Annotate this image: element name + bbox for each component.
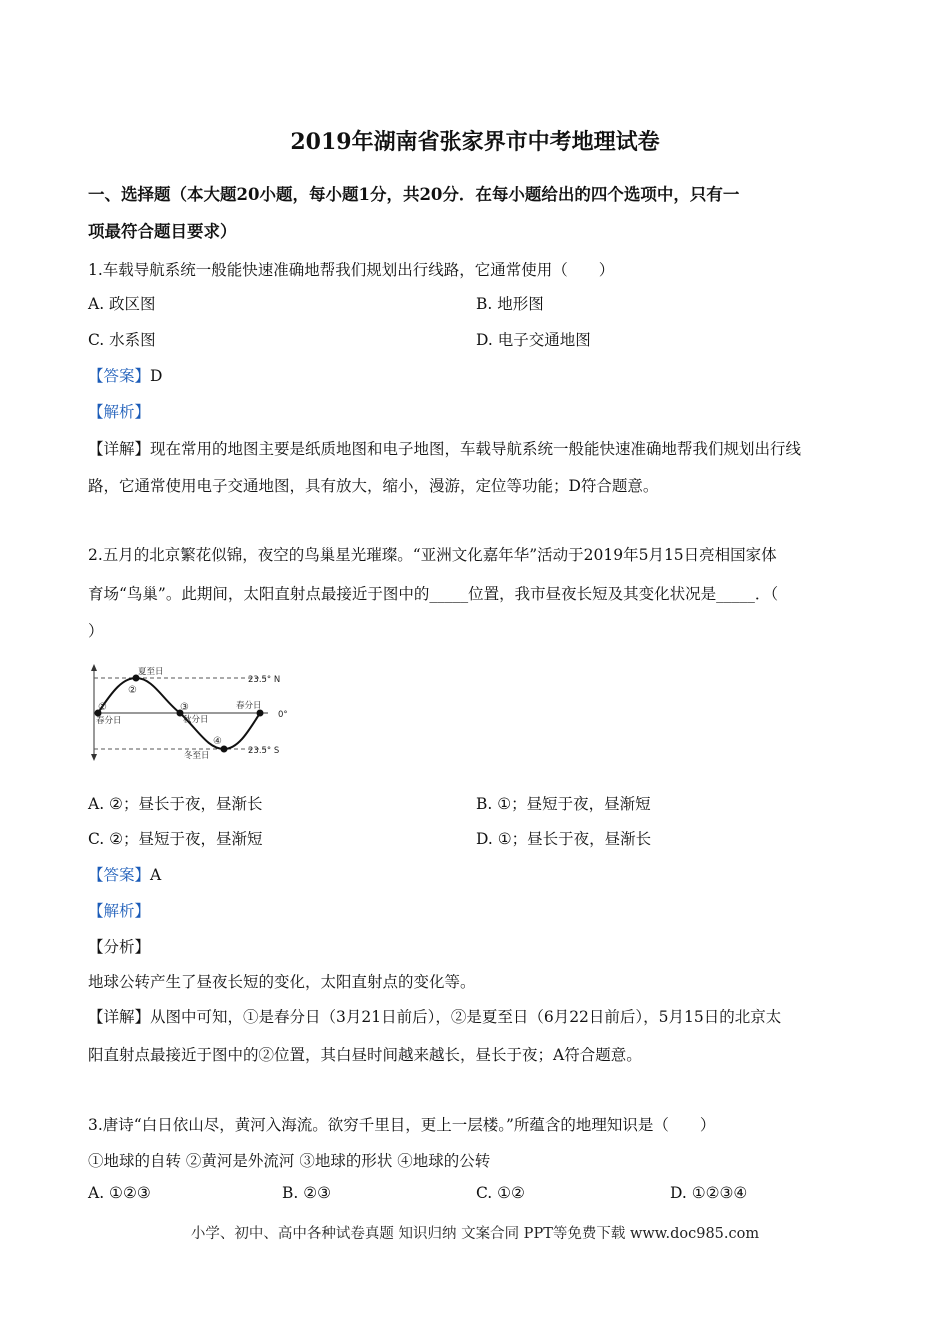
- q3-option-c: C. ①②: [476, 1184, 525, 1202]
- q1-option-b: B. 地形图: [476, 295, 544, 313]
- solar-declination-diagram: [88, 660, 300, 764]
- q2-answer: [88, 863, 161, 885]
- q2-detail-line1: 【详解】从图中可知，①是春分日（3月21日前后），②是夏至日（6月22日前后），5月15日的北京太: [88, 1008, 782, 1026]
- q1-answer-label: 【答案】: [88, 367, 151, 385]
- q2-option-b: B. ①；昼短于夜，昼渐短: [476, 795, 651, 813]
- q1-stem: 1.车载导航系统一般能快速准确地帮我们规划出行线路，它通常使用（ ）: [88, 261, 615, 279]
- q1-answer-value: D: [150, 367, 163, 385]
- mark-1: ①: [98, 702, 107, 713]
- q1-option-d: D. 电子交通地图: [476, 331, 591, 349]
- q2-detail-line2: 阳直射点最接近于图中的②位置，其白昼时间越来越长，昼长于夜；A符合题意。: [88, 1046, 642, 1064]
- q2-answer-value: A: [150, 866, 162, 884]
- label-spring-equinox-1: 春分日: [96, 716, 122, 726]
- q1-option-c: C. 水系图: [88, 331, 156, 349]
- page-footer: 小学、初中、高中各种试卷真题 知识归纳 文案合同 PPT等免费下载 www.doc985.com: [190, 1226, 760, 1242]
- q2-fenxi-text: 地球公转产生了昼夜长短的变化，太阳直射点的变化等。: [88, 973, 476, 991]
- page-title: 2019年湖南省张家界市中考地理试卷: [290, 129, 660, 155]
- mark-3: ③: [180, 702, 189, 713]
- q2-option-d: D. ①；昼长于夜，昼渐长: [476, 830, 652, 848]
- q2-stem-line1: 2.五月的北京繁花似锦，夜空的鸟巢星光璀璨。“亚洲文化嘉年华”活动于2019年5月15日亮相国家体: [88, 546, 777, 564]
- q3-stem: 3.唐诗“白日依山尽，黄河入海流。欲穷千里目，更上一层楼。”所蕴含的地理知识是（ ）: [88, 1116, 716, 1134]
- section-heading-line2: 项最符合题目要求）: [88, 222, 237, 241]
- lat-equator-label: 0°: [278, 710, 288, 720]
- q1-answer: [88, 364, 162, 386]
- lat-north-label: 23.5° N: [248, 675, 281, 685]
- q3-option-b: B. ②③: [282, 1184, 332, 1202]
- q3-items: ①地球的自转 ②黄河是外流河 ③地球的形状 ④地球的公转: [88, 1152, 491, 1170]
- q2-option-a: A. ②；昼长于夜，昼渐长: [88, 795, 263, 813]
- q2-stem-line2: 育场“鸟巢”。此期间，太阳直射点最接近于图中的_____位置，我市昼夜长短及其变化状况是_____．（: [88, 585, 779, 603]
- label-spring-equinox-2: 春分日: [236, 701, 262, 711]
- q1-analysis-label: 【解析】: [88, 403, 151, 421]
- label-summer-solstice: 夏至日: [138, 667, 164, 677]
- lat-south-label: 23.5° S: [248, 746, 280, 756]
- q1-detail-line2: 路，它通常使用电子交通地图，具有放大，缩小，漫游，定位等功能；D符合题意。: [88, 477, 659, 495]
- q2-analysis-label: 【解析】: [88, 902, 151, 920]
- q1-option-a: A. 政区图: [88, 295, 156, 313]
- q1-detail-line1: 【详解】现在常用的地图主要是纸质地图和电子地图，车载导航系统一般能快速准确地帮我们规划出行线: [88, 440, 802, 458]
- mark-4: ④: [213, 736, 222, 747]
- mark-2: ②: [128, 685, 137, 696]
- q2-answer-label: 【答案】: [88, 866, 151, 884]
- q3-option-a: A. ①②③: [88, 1184, 151, 1202]
- q3-option-d: D. ①②③④: [670, 1184, 748, 1202]
- section-heading-line1: 一、选择题（本大题20小题，每小题1分，共20分．在每小题给出的四个选项中，只有一: [88, 185, 740, 204]
- label-winter-solstice: 冬至日: [184, 751, 210, 761]
- q2-option-c: C. ②；昼短于夜，昼渐短: [88, 830, 263, 848]
- q2-fenxi-label: 【分析】: [88, 938, 151, 956]
- q2-stem-line3: ）: [88, 622, 104, 640]
- label-autumn-equinox: 秋分日: [183, 715, 209, 725]
